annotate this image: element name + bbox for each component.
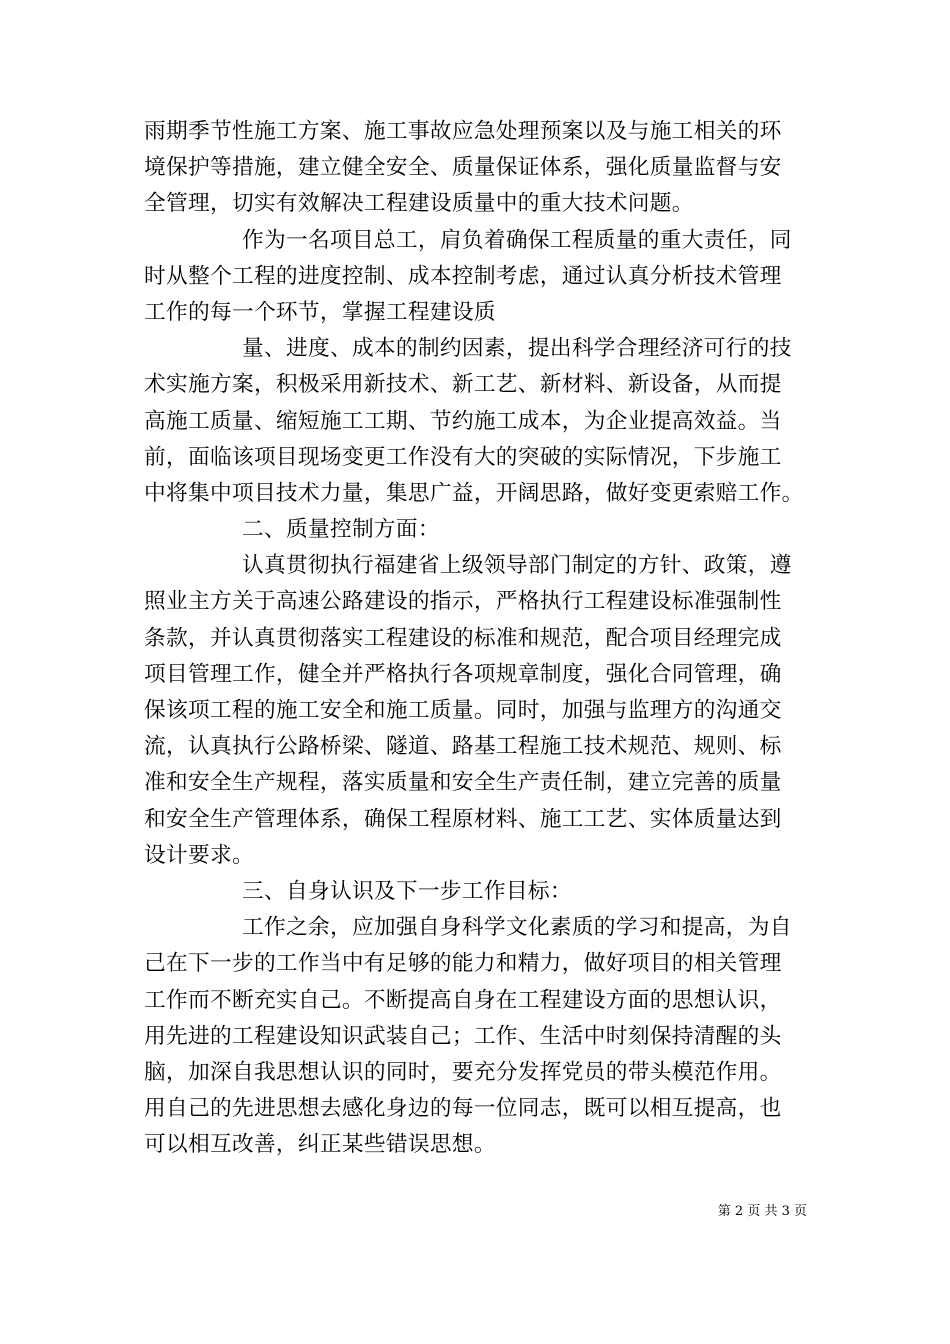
text-line: 工作而不断充实自己。不断提高自身在工程建设方面的思想认识， xyxy=(144,987,782,1013)
page-number-footer: 第 2 页 共 3 页 xyxy=(717,1204,807,1219)
text-line: 雨期季节性施工方案、施工事故应急处理预案以及与施工相关的环 xyxy=(144,119,782,144)
text-line: 术实施方案，积极采用新技术、新工艺、新材料、新设备，从而提 xyxy=(144,372,782,398)
text-line: 照业主方关于高速公路建设的指示，严格执行工程建设标准强制性 xyxy=(144,589,782,615)
text-line: 条款，并认真贯彻落实工程建设的标准和规范，配合项目经理完成 xyxy=(144,625,782,651)
section-heading: 二、质量控制方面： xyxy=(242,517,440,543)
text-line: 保该项工程的施工安全和施工质量。同时，加强与监理方的沟通交 xyxy=(144,698,782,723)
text-line: 和安全生产管理体系，确保工程原材料、施工工艺、实体质量达到 xyxy=(144,806,782,832)
text-line: 项目管理工作，健全并严格执行各项规章制度，强化合同管理，确 xyxy=(144,661,782,687)
text-line: 流，认真执行公路桥梁、隧道、路基工程施工技术规范、规则、标 xyxy=(144,734,782,760)
text-line: 前，面临该项目现场变更工作没有大的突破的实际情况，下步施工 xyxy=(144,444,782,470)
paragraph-first-line: 工作之余，应加强自身科学文化素质的学习和提高，为自 xyxy=(242,915,792,941)
document-body xyxy=(144,114,808,1163)
text-line: 用先进的工程建设知识武装自己；工作、生活中时刻保持清醒的头 xyxy=(144,1023,782,1049)
text-line: 可以相互改善，纠正某些错误思想。 xyxy=(144,1132,496,1158)
text-line: 用自己的先进思想去感化身边的每一位同志，既可以相互提高，也 xyxy=(144,1096,782,1122)
text-line: 脑，加深自我思想认识的同时，要充分发挥党员的带头模范作用。 xyxy=(144,1059,782,1085)
text-line: 全管理，切实有效解决工程建设质量中的重大技术问题。 xyxy=(144,191,694,217)
text-line: 工作的每一个环节，掌握工程建设质 xyxy=(144,299,496,325)
text-line: 高施工质量、缩短施工工期、节约施工成本，为企业提高效益。当 xyxy=(144,408,782,434)
text-line: 设计要求。 xyxy=(144,842,254,868)
paragraph-first-line: 量、进度、成本的制约因素，提出科学合理经济可行的技 xyxy=(242,336,792,362)
text-line: 境保护等措施，建立健全安全、质量保证体系，强化质量监督与安 xyxy=(144,155,782,181)
paragraph-first-line: 认真贯彻执行福建省上级领导部门制定的方针、政策，遵 xyxy=(242,553,792,579)
text-line: 己在下一步的工作当中有足够的能力和精力，做好项目的相关管理 xyxy=(144,951,782,977)
section-heading: 三、自身认识及下一步工作目标： xyxy=(242,878,572,904)
text-line: 时从整个工程的进度控制、成本控制考虑，通过认真分析技术管理 xyxy=(144,263,782,289)
text-line: 中将集中项目技术力量，集思广益，开阔思路，做好变更索赔工作。 xyxy=(144,480,804,506)
text-line: 准和安全生产规程，落实质量和安全生产责任制，建立完善的质量 xyxy=(144,770,782,796)
paragraph-first-line: 作为一名项目总工，肩负着确保工程质量的重大责任，同 xyxy=(242,227,792,253)
